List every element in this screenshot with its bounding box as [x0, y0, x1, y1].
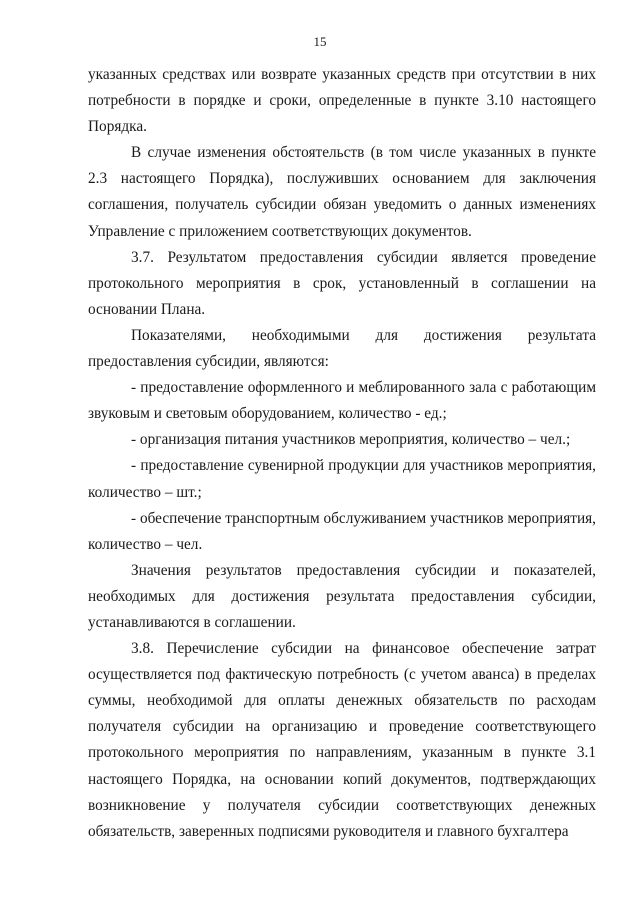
document-body	[88, 62, 596, 845]
paragraph-indicators-intro: Показателями, необходимыми для достижения результата предоставления субсидии, являются:	[88, 326, 596, 371]
page-number: 15	[313, 34, 327, 49]
list-item-souvenirs: - предоставление сувенирной продукции для участников мероприятия, количество – шт.;	[88, 457, 596, 501]
paragraph-values-agreement: Значения результатов предоставления субсидии и показателей, необходимых для достижения результата предоставления субсидии, устанавливаются в соглашении.	[88, 561, 596, 631]
paragraph-3-8-transfer: 3.8. Перечисление субсидии на финансовое обеспечение затрат осуществляется под фактическую потребность (с учетом аванса) в пределах суммы, необходимой для оплаты денежных обязательств по расходам получателя субсидии на организацию и проведение соответствующего протокольного мероприятия по направлениям, указанным в пункте 3.1 настоящего Порядка, на основании копий документов, подтверждающих возникновение у получателя субсидии соответствующих денежных обязательств, заверенных подписями руководителя и главного бухгалтера	[88, 640, 596, 840]
paragraph-3-7-result: 3.7. Результатом предоставления субсидии является проведение протокольного мероприятия в срок, установленный в соглашении на основании Плана.	[88, 248, 596, 318]
list-item-transport: - обеспечение транспортным обслуживанием участников мероприятия, количество – чел.	[88, 509, 596, 553]
list-item-hall: - предоставление оформленного и меблированного зала с работающим звуковым и световым оборудованием, количество - ед.;	[88, 379, 596, 423]
paragraph-continuation: указанных средствах или возврате указанных средств при отсутствии в них потребности в порядке и сроки, определенные в пункте 3.10 настоящего Порядка.	[88, 66, 596, 136]
list-item-catering: - организация питания участников мероприятия, количество – чел.;	[131, 431, 571, 449]
paragraph-change-notice: В случае изменения обстоятельств (в том числе указанных в пункте 2.3 настоящего Порядка), послуживших основанием для заключения соглашения, получатель субсидии обязан уведомить о данных изменениях Управление с приложением соответствующих документов.	[88, 144, 596, 240]
